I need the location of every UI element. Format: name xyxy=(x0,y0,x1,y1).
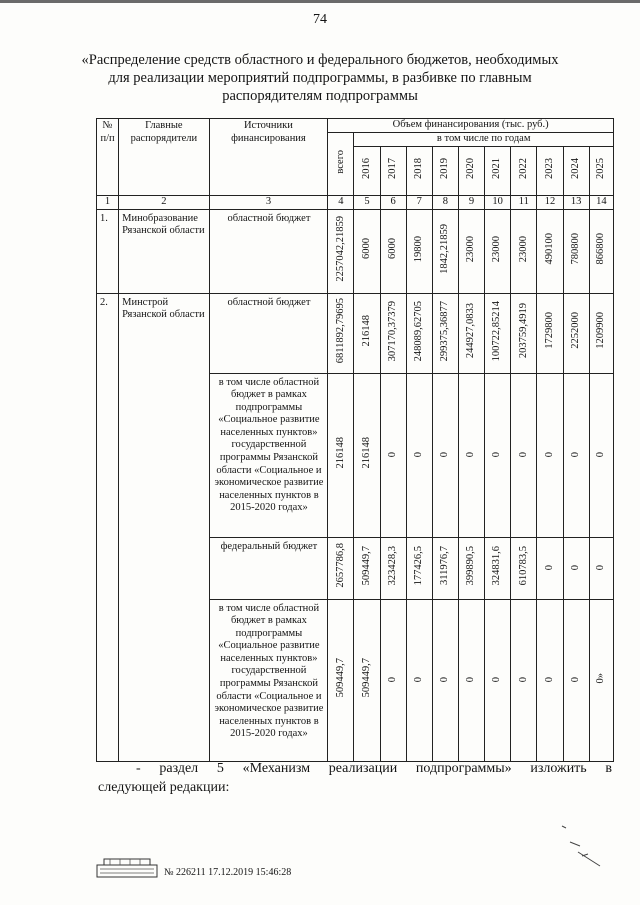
row-value: 509449,7 xyxy=(354,537,380,599)
row-source: областной бюджет xyxy=(209,293,328,373)
row-value: 0 xyxy=(563,373,589,537)
row-value: 6811892,79695 xyxy=(328,293,354,373)
row-value: 0 xyxy=(537,599,563,761)
header-year: 2022 xyxy=(511,147,537,196)
col-number: 14 xyxy=(589,196,613,210)
row-value: 866800 xyxy=(589,209,613,293)
row-value: 0 xyxy=(485,373,511,537)
col-number: 2 xyxy=(119,196,210,210)
row-value: 2252000 xyxy=(563,293,589,373)
row-value: 0 xyxy=(380,599,406,761)
table-row xyxy=(97,293,614,373)
row-value: 509449,7 xyxy=(354,599,380,761)
col-number: 10 xyxy=(485,196,511,210)
col-number: 8 xyxy=(432,196,458,210)
row-value: 0 xyxy=(589,373,613,537)
row-value: 0 xyxy=(537,373,563,537)
row-source: федеральный бюджет xyxy=(209,537,328,599)
row-value: 19800 xyxy=(406,209,432,293)
col-number: 12 xyxy=(537,196,563,210)
financing-table xyxy=(96,118,614,762)
amendment-paragraph xyxy=(98,759,612,797)
scan-top-edge xyxy=(0,0,640,3)
row-value: 248089,62705 xyxy=(406,293,432,373)
row-distributor: Минстрой Рязанской области xyxy=(119,293,210,761)
row-value: 399890,5 xyxy=(458,537,484,599)
row-value: 0» xyxy=(589,599,613,761)
row-value: 1209900 xyxy=(589,293,613,373)
row-source: областной бюджет xyxy=(209,209,328,293)
header-year: 2025 xyxy=(589,147,613,196)
page-number: 74 xyxy=(313,12,327,27)
section-title xyxy=(70,51,570,105)
header-volume: Объем финансирования (тыс. руб.) xyxy=(328,119,614,133)
row-value: 323428,3 xyxy=(380,537,406,599)
footer xyxy=(96,856,291,878)
row-value: 610783,5 xyxy=(511,537,537,599)
row-value: 0 xyxy=(406,599,432,761)
header-year: 2023 xyxy=(537,147,563,196)
row-value: 216148 xyxy=(328,373,354,537)
header-sources: Источники финансирования xyxy=(209,119,328,196)
header-total: всего xyxy=(328,133,354,196)
col-number: 3 xyxy=(209,196,328,210)
header-year: 2020 xyxy=(458,147,484,196)
paragraph-line: следующей редакции: xyxy=(98,780,230,795)
row-num: 1. xyxy=(97,209,119,293)
row-value: 0 xyxy=(537,537,563,599)
col-number: 7 xyxy=(406,196,432,210)
col-number: 4 xyxy=(328,196,354,210)
row-value: 490100 xyxy=(537,209,563,293)
row-value: 0 xyxy=(563,599,589,761)
row-value: 299375,36877 xyxy=(432,293,458,373)
row-value: 6000 xyxy=(354,209,380,293)
row-value: 0 xyxy=(511,599,537,761)
header-by-years: в том числе по годам xyxy=(354,133,614,147)
row-value: 0 xyxy=(432,373,458,537)
row-value: 0 xyxy=(589,537,613,599)
row-value: 23000 xyxy=(458,209,484,293)
col-number: 13 xyxy=(563,196,589,210)
row-value: 311976,7 xyxy=(432,537,458,599)
row-value: 0 xyxy=(485,599,511,761)
header-year: 2024 xyxy=(563,147,589,196)
row-value: 307170,37379 xyxy=(380,293,406,373)
header-distributors: Главные распорядители xyxy=(119,119,210,196)
row-value: 203759,4919 xyxy=(511,293,537,373)
row-value: 23000 xyxy=(485,209,511,293)
row-source: в том числе областной бюджет в рамках подпрограммы «Социальное развитие населенных пунктов» государственной программы Рязанской области «Социальное и экономическое развитие населенных пунктов в 2015-2020 годах» xyxy=(209,373,328,537)
title-line: «Распределение средств областного и федерального бюджетов, необходимых xyxy=(81,52,559,68)
row-value: 244927,0833 xyxy=(458,293,484,373)
col-number: 5 xyxy=(354,196,380,210)
col-number: 6 xyxy=(380,196,406,210)
pen-mark-icon xyxy=(560,822,610,872)
row-value: 0 xyxy=(380,373,406,537)
row-value: 100722,85214 xyxy=(485,293,511,373)
header-year: 2019 xyxy=(432,147,458,196)
registry-stamp-icon xyxy=(96,856,158,878)
paragraph-line: - раздел 5 «Механизм реализации подпрограммы» изложить в xyxy=(136,761,612,776)
row-value: 216148 xyxy=(354,373,380,537)
title-line: распорядителям подпрограммы xyxy=(222,88,418,104)
row-value: 0 xyxy=(458,599,484,761)
row-distributor: Минобразование Рязанской области xyxy=(119,209,210,293)
row-value: 23000 xyxy=(511,209,537,293)
row-value: 1729800 xyxy=(537,293,563,373)
row-value: 1842,21859 xyxy=(432,209,458,293)
table-row xyxy=(97,209,614,293)
row-value: 0 xyxy=(432,599,458,761)
row-value: 177426,5 xyxy=(406,537,432,599)
header-year: 2016 xyxy=(354,147,380,196)
row-value: 2257042,21859 xyxy=(328,209,354,293)
row-value: 6000 xyxy=(380,209,406,293)
row-value: 324831,6 xyxy=(485,537,511,599)
row-value: 0 xyxy=(511,373,537,537)
row-value: 216148 xyxy=(354,293,380,373)
row-value: 0 xyxy=(563,537,589,599)
header-year: 2021 xyxy=(485,147,511,196)
row-value: 780800 xyxy=(563,209,589,293)
row-value: 509449,7 xyxy=(328,599,354,761)
row-source: в том числе областной бюджет в рамках подпрограммы «Социальное развитие населенных пунктов» государственной программы Рязанской области «Социальное и экономическое развитие населенных пунктов в 2015-2020 годах» xyxy=(209,599,328,761)
col-number: 9 xyxy=(458,196,484,210)
col-number: 1 xyxy=(97,196,119,210)
header-num: № п/п xyxy=(97,119,119,196)
row-value: 0 xyxy=(406,373,432,537)
row-value: 2657786,8 xyxy=(328,537,354,599)
row-num: 2. xyxy=(97,293,119,761)
row-value: 0 xyxy=(458,373,484,537)
col-number: 11 xyxy=(511,196,537,210)
header-year: 2018 xyxy=(406,147,432,196)
registration-number: № 226211 17.12.2019 15:46:28 xyxy=(164,867,292,878)
header-year: 2017 xyxy=(380,147,406,196)
title-line: для реализации мероприятий подпрограммы, в разбивке по главным xyxy=(108,70,532,86)
